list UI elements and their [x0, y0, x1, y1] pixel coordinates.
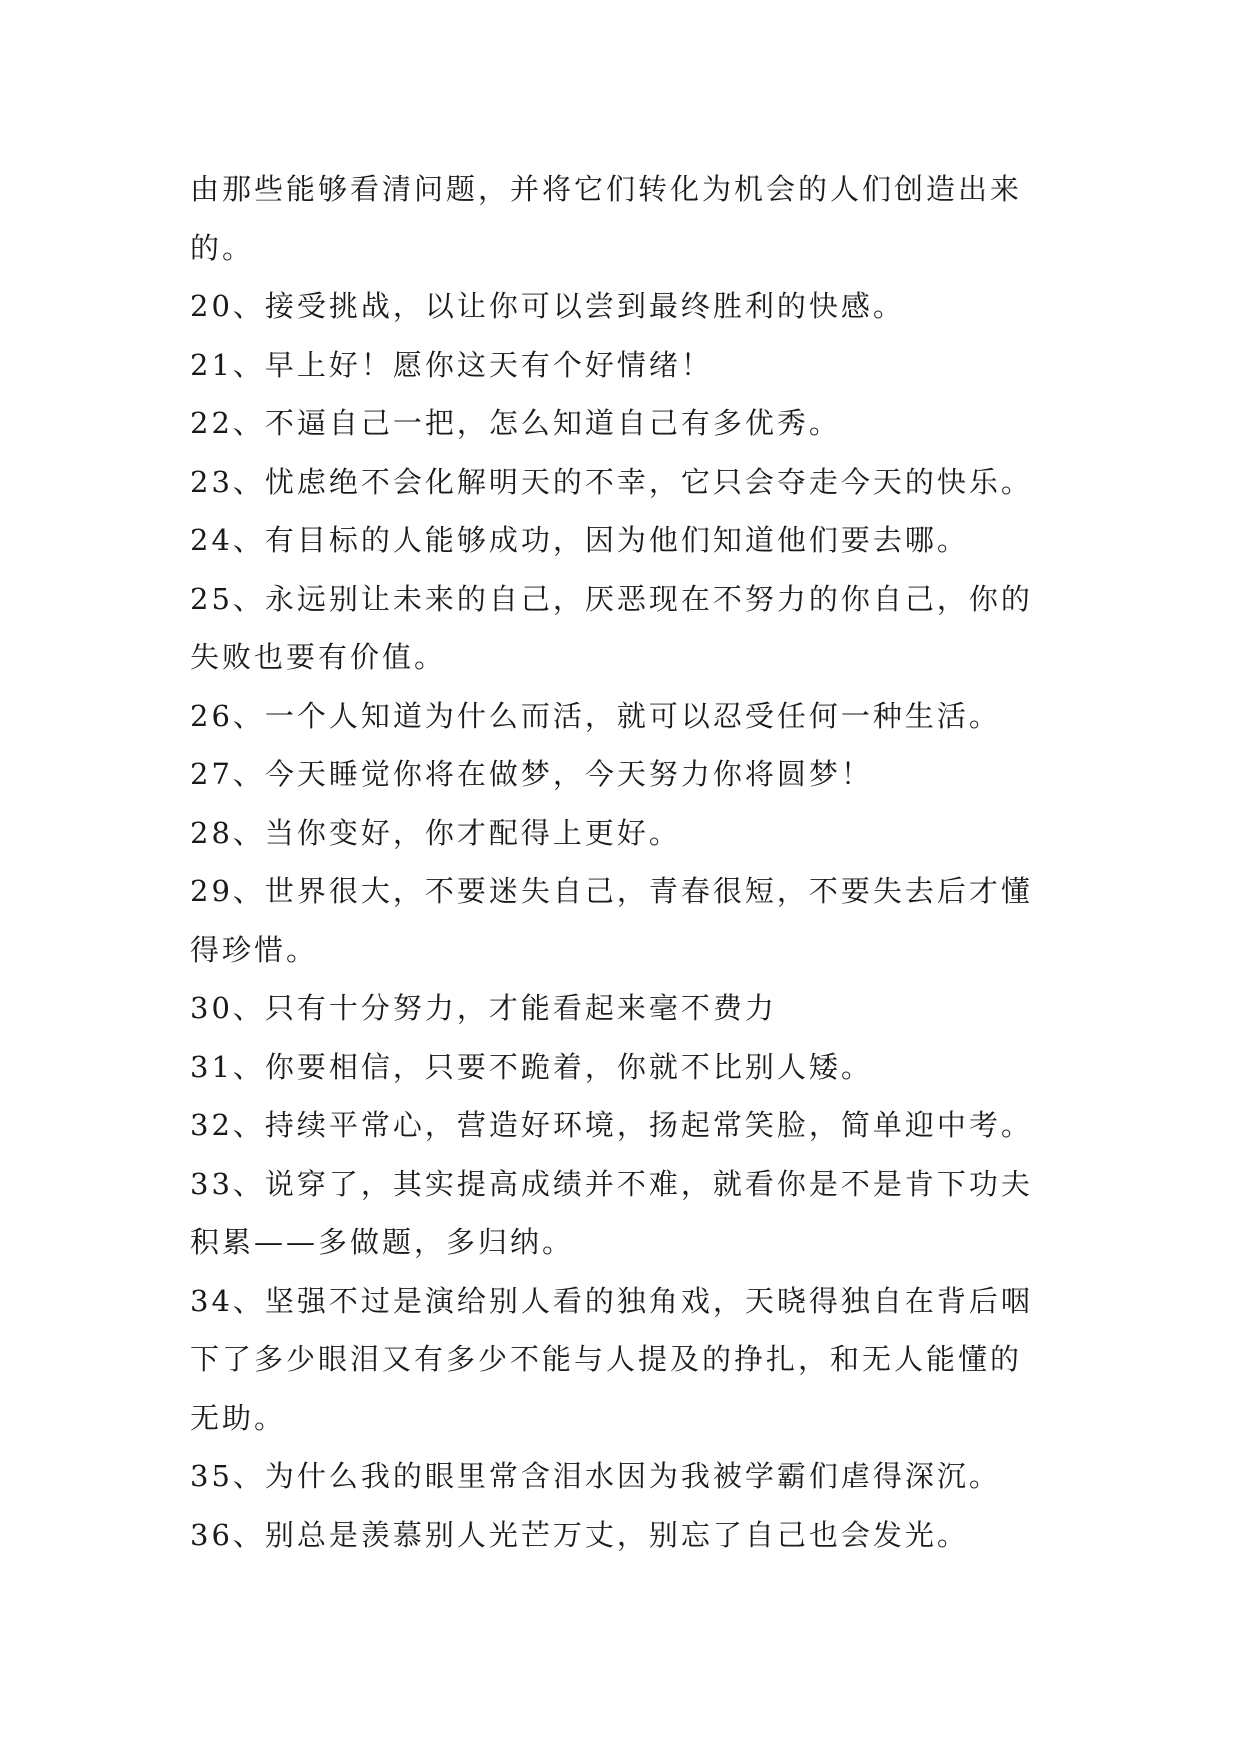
text-line: 由那些能够看清问题，并将它们转化为机会的人们创造出来 — [190, 172, 1023, 206]
list-item-22: 22、不逼自己一把，怎么知道自己有多优秀。 — [190, 406, 841, 440]
list-item-30: 30、只有十分努力，才能看起来毫不费力 — [190, 991, 777, 1025]
list-item-33: 33、说穿了，其实提高成绩并不难，就看你是不是肯下功夫 — [190, 1166, 1033, 1201]
text-line: 的。 — [190, 230, 255, 265]
list-item-34-cont: 下了多少眼泪又有多少不能与人提及的挣扎，和无人能懂的 — [190, 1342, 1023, 1376]
list-item-34: 34、坚强不过是演给别人看的独角戏，天晓得独自在背后咽 — [190, 1283, 1033, 1318]
list-item-23: 23、忧虑绝不会化解明天的不幸，它只会夺走今天的快乐。 — [190, 464, 1033, 499]
list-item-24: 24、有目标的人能够成功，因为他们知道他们要去哪。 — [190, 523, 969, 557]
list-item-25-cont: 失败也要有价值。 — [190, 640, 447, 674]
list-item-25: 25、永远别让未来的自己，厌恶现在不努力的你自己，你的 — [190, 581, 1033, 616]
list-item-31: 31、你要相信，只要不跪着，你就不比别人矮。 — [190, 1049, 873, 1084]
list-item-26: 26、一个人知道为什么而活，就可以忍受任何一种生活。 — [190, 698, 1001, 733]
list-item-29: 29、世界很大，不要迷失自己，青春很短，不要失去后才懂 — [190, 874, 1033, 908]
document-body — [190, 160, 1070, 1564]
list-item-27: 27、今天睡觉你将在做梦，今天努力你将圆梦！ — [190, 757, 873, 791]
list-item-36: 36、别总是羡慕别人光芒万丈，别忘了自己也会发光。 — [190, 1517, 969, 1552]
list-item-21: 21、早上好！愿你这天有个好情绪！ — [190, 347, 713, 382]
list-item-35: 35、为什么我的眼里常含泪水因为我被学霸们虐得深沉。 — [190, 1459, 1001, 1493]
list-item-20: 20、接受挑战，以让你可以尝到最终胜利的快感。 — [190, 289, 905, 323]
list-item-32: 32、持续平常心，营造好环境，扬起常笑脸，简单迎中考。 — [190, 1108, 1033, 1142]
list-item-28: 28、当你变好，你才配得上更好。 — [190, 815, 681, 850]
list-item-34-cont: 无助。 — [190, 1400, 287, 1435]
list-item-33-cont: 积累——多做题，多归纳。 — [190, 1225, 575, 1259]
list-item-29-cont: 得珍惜。 — [190, 932, 319, 967]
